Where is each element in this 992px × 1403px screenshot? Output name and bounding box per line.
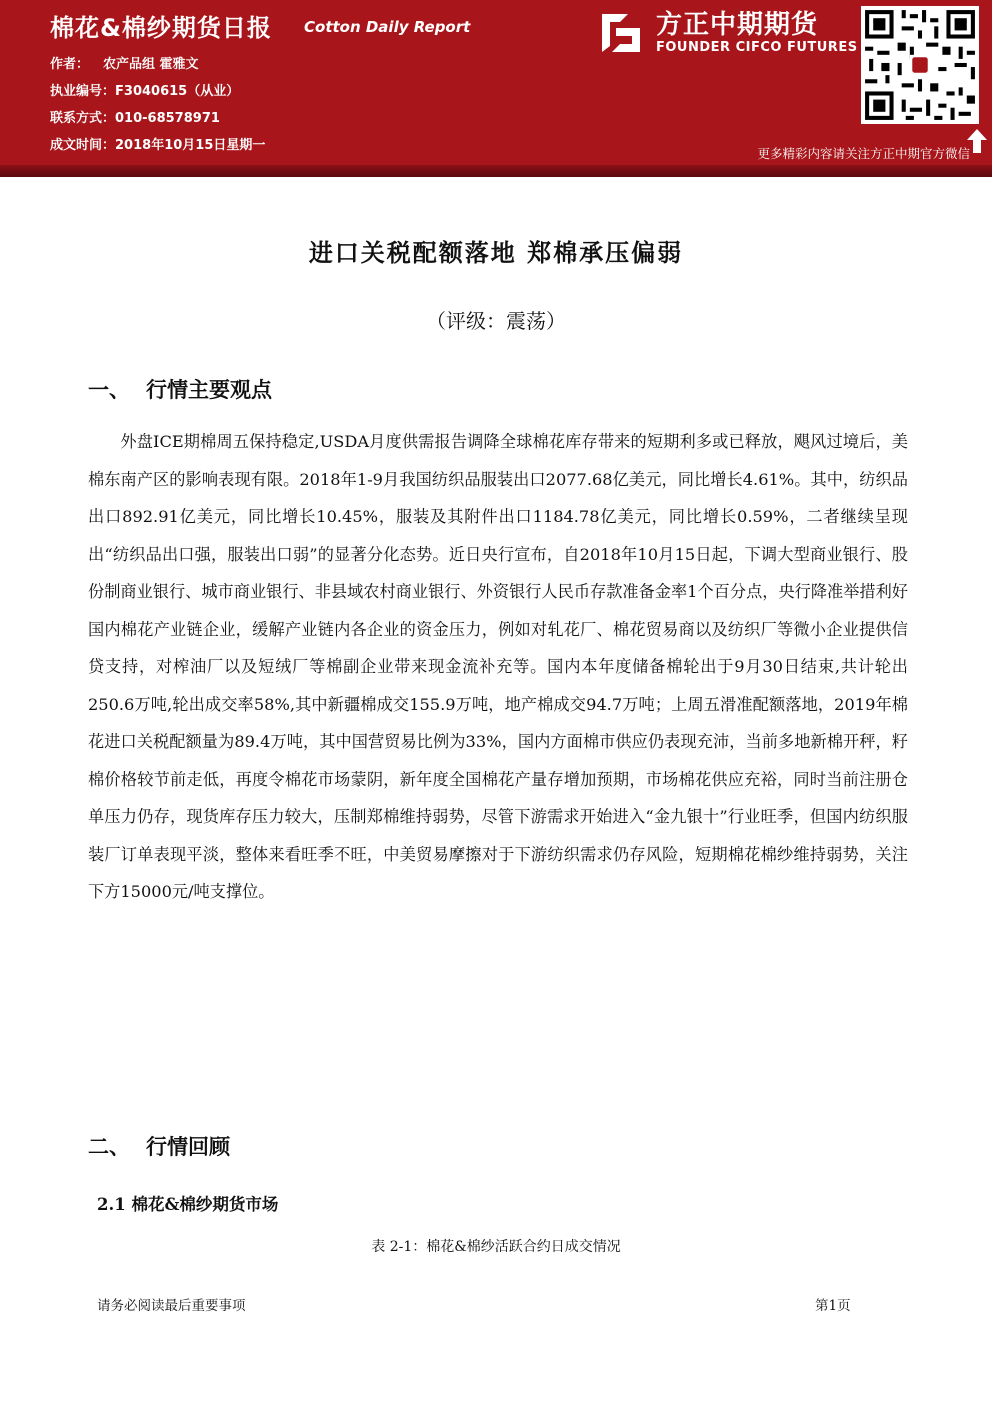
brand-name-cn: 方正中期期货 [656, 10, 819, 40]
table-caption: 表 2-1：棉花&棉纱活跃合约日成交情况 [371, 1239, 621, 1255]
meta-label: 作者： [50, 57, 90, 72]
report-header [0, 0, 992, 165]
wechat-qr-code-icon[interactable] [861, 6, 979, 124]
section-body: 外盘ICE期棉周五保持稳定,USDA月度供需报告调降全球棉花库存带来的短期利多或已释放，飓风过境后，美棉东南产区的影响表现有限。2018年1-9月我国纺织品服装出口2077.68亿美元，同比增长4.61%。其中，纺织品出口892.91亿美元，同比增长10.45%，服装及其附件出口1184.78亿美元，同比增长0.59%，二者继续呈现出“纺织品出口强，服装出口弱”的显著分化态势。近日央行宣布，自2018年10月15日起，下调大型商业银行、股份制商业银行、城市商业银行、非县域农村商业银行、外资银行人民币存款准备金率1个百分点，央行降准举措利好国内棉花产业链企业，缓解产业链内各企业的资金压力，例如对轧花厂、棉花贸易商以及纺织厂等微小企业提供信贷支持，对榨油厂以及短绒厂等棉副企业带来现金流补充等。国内本年度储备棉轮出于9月30日结束,共计轮出250.6万吨,轮出成交率58%,其中新疆棉成交155.9万吨，地产棉成交94.7万吨；上周五滑准配额落地，2019年棉花进口关税配额量为89.4万吨，其中国营贸易比例为33%，国内方面棉市供应仍表现充沛，当前多地新棉开秤，籽棉价格较节前走低，再度令棉花市场蒙阴，新年度全国棉花产量存增加预期，市场棉花供应充裕，同时当前注册仓单压力仍存，现货库存压力较大，压制郑棉维持弱势，尽管下游需求开始进入“金九银十”行业旺季，但国内纺织服装厂订单表现平淡，整体来看旺季不旺，中美贸易摩擦对于下游纺织需求仍存风险，短期棉花棉纱维持弱势，关注下方15000元/吨支撑位。 [88, 432, 908, 901]
meta-label: 执业编号： [50, 84, 116, 99]
meta-value: F3040615（从业） [115, 84, 240, 99]
wechat-follow-note: 更多精彩内容请关注方正中期官方微信 [757, 146, 970, 161]
section-title: 行情主要观点 [146, 377, 272, 402]
founder-logo-icon [598, 8, 644, 54]
page-number: 第1页 [815, 1298, 851, 1314]
section-heading [88, 374, 272, 404]
footer-disclaimer: 请务必阅读最后重要事项 [97, 1298, 246, 1314]
header-divider [0, 165, 992, 177]
meta-value: 2018年10月15日星期一 [115, 138, 266, 153]
subsection-title: 2.1 棉花&棉纱期货市场 [97, 1195, 279, 1214]
document-title: 进口关税配额落地 郑棉承压偏弱 [308, 238, 684, 267]
section-heading [88, 1131, 230, 1161]
meta-value: 农产品组 霍雅文 [103, 57, 199, 72]
report-title: 棉花&棉纱期货日报 [50, 14, 272, 42]
meta-date [50, 134, 265, 153]
meta-value: 010-68578971 [115, 111, 220, 126]
meta-author [50, 53, 199, 72]
rating: （评级：震荡） [426, 309, 566, 333]
report-title-en: Cotton Daily Report [304, 18, 471, 36]
meta-label: 成文时间： [50, 138, 116, 153]
meta-label: 联系方式： [50, 111, 116, 126]
section-title: 行情回顾 [146, 1134, 230, 1159]
section-number: 二、 [88, 1134, 130, 1159]
meta-license [50, 80, 239, 99]
meta-contact [50, 107, 220, 126]
section-number: 一、 [88, 377, 130, 402]
brand-name-en: FOUNDER CIFCO FUTURES [656, 40, 858, 55]
